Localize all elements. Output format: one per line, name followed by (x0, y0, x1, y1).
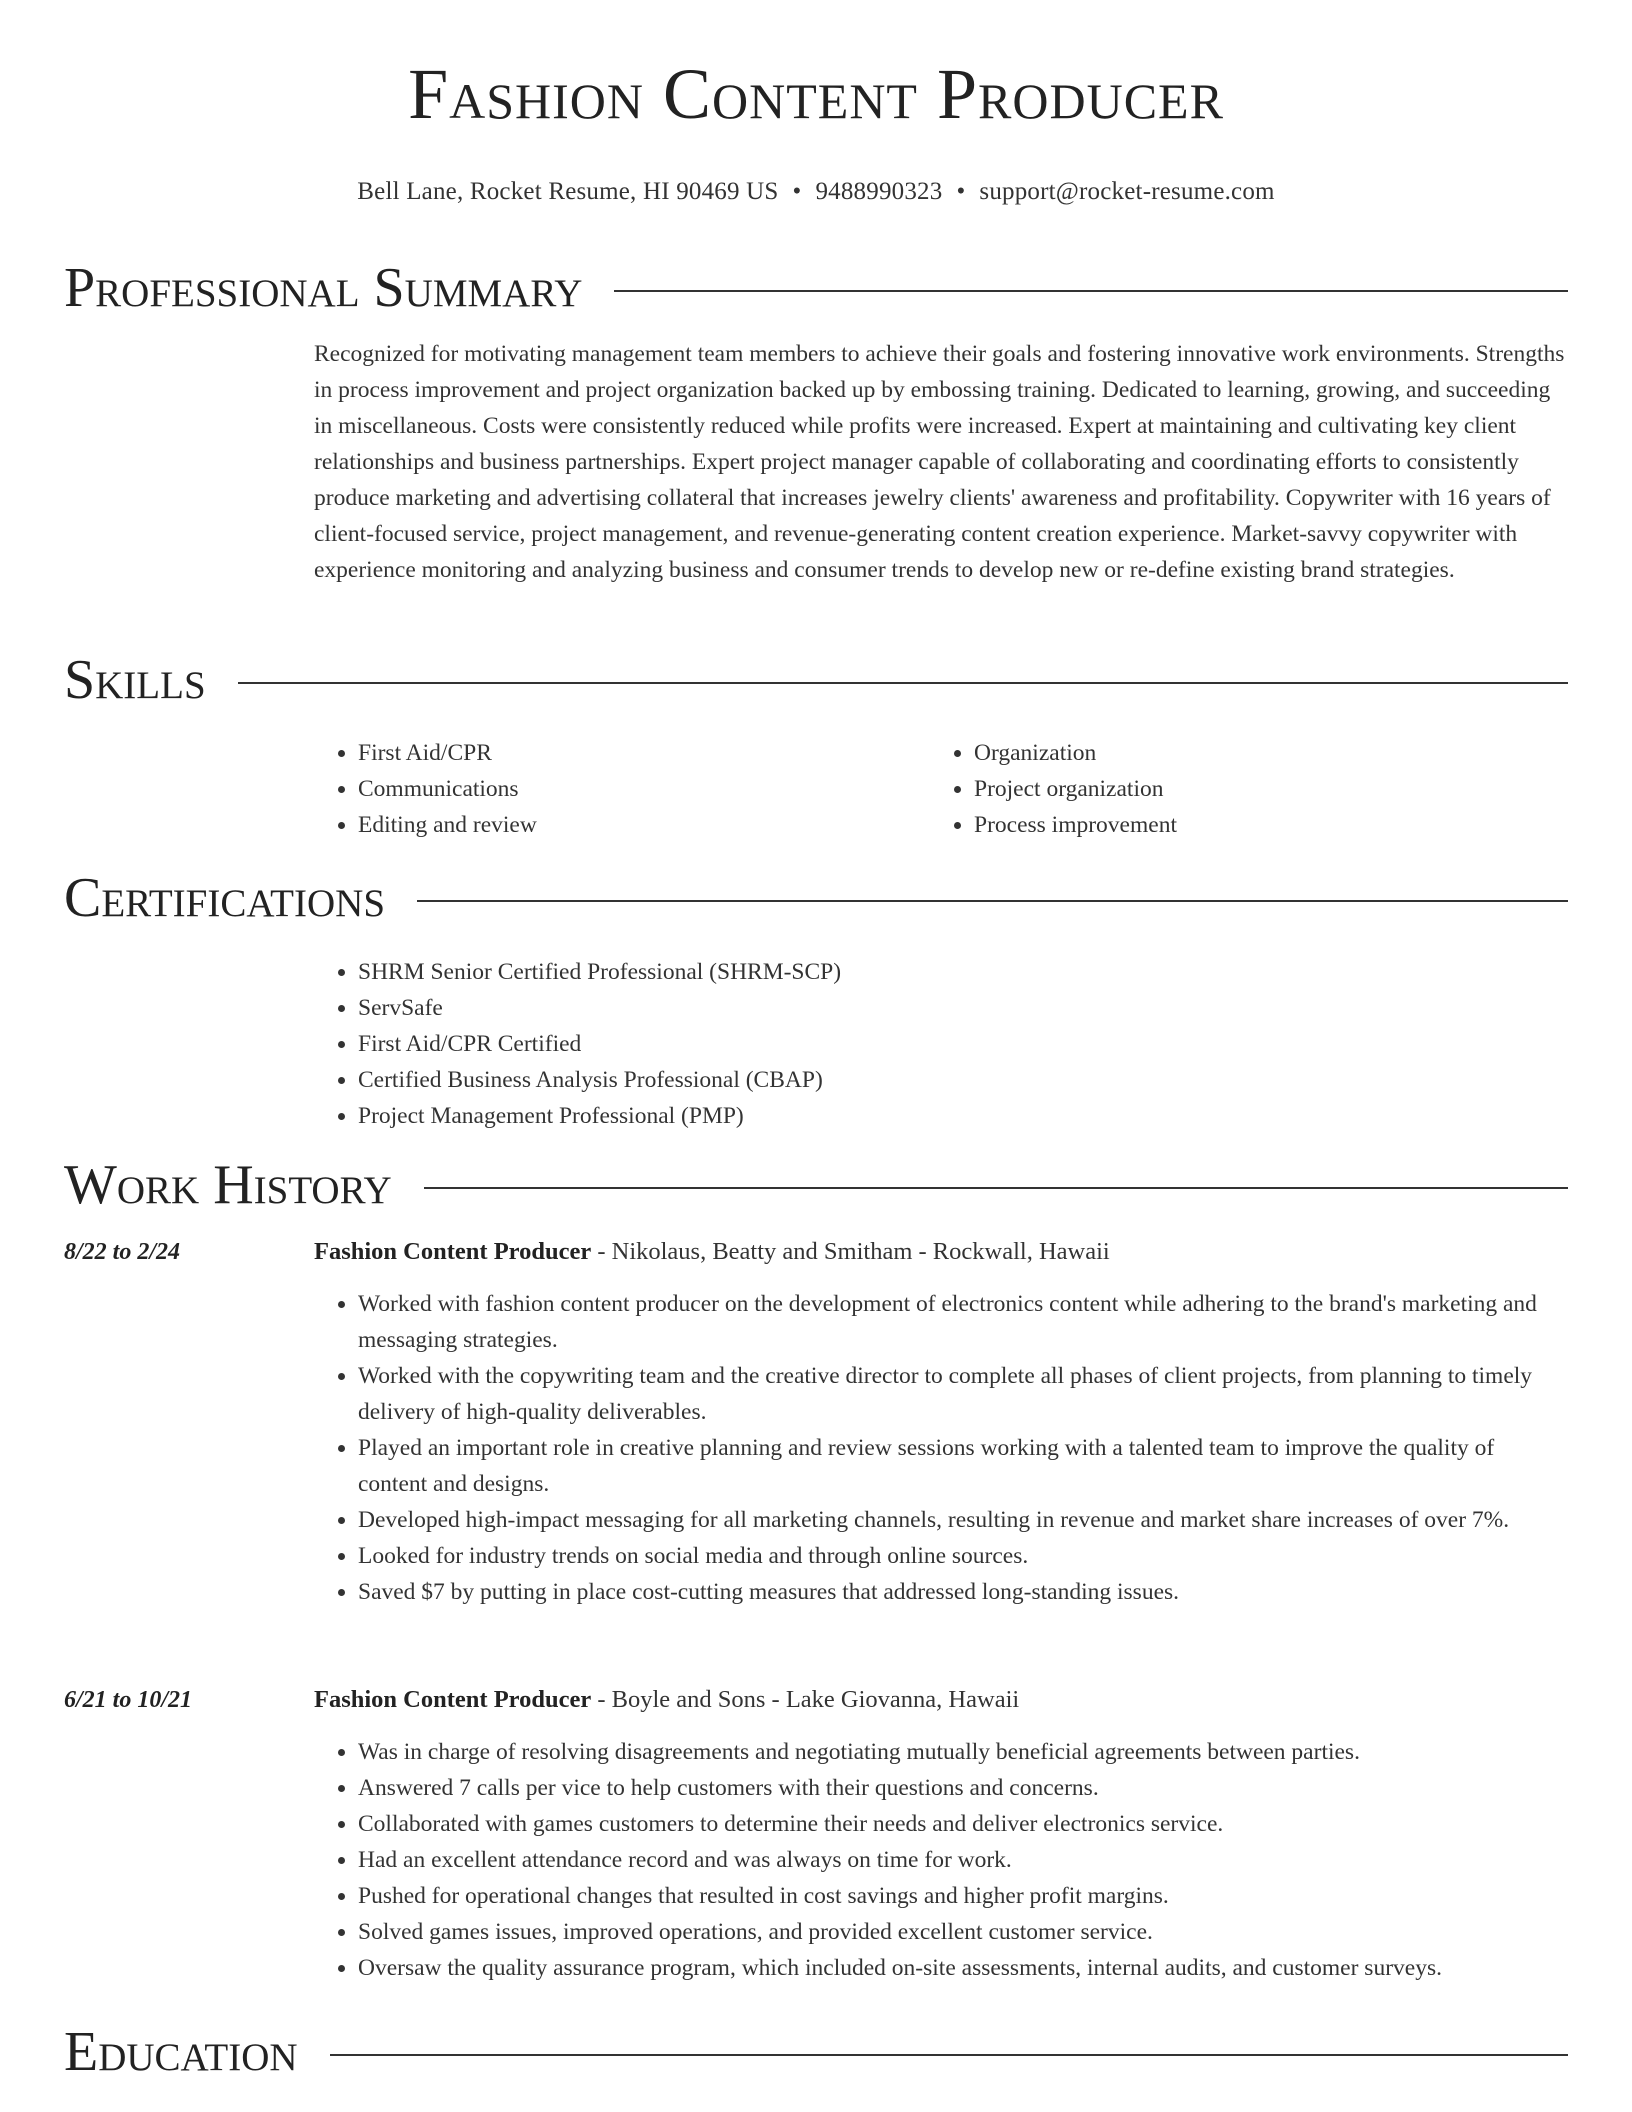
list-item: • Was in charge of resolving disagreements and negotiating mutually beneficial agreements between parties. (358, 1734, 1568, 1770)
list-item: • Answered 7 calls per vice to help customers with their questions and concerns. (358, 1770, 1568, 1806)
list-item: • Oversaw the quality assurance program, which included on-site assessments, internal audits, and customer surveys. (358, 1950, 1568, 1986)
section-title: Certifications (64, 867, 386, 929)
list-item: • Process improvement (974, 807, 1546, 843)
summary-text: Recognized for motivating management team members to achieve their goals and fostering innovative work environments. Strengths in process improvement and project organization backed up by embossing training. Dedicated to learning, growing, and succeeding in miscellaneous. Costs were consistently reduced while profits were increased. Expert at maintaining and cultivating key client relationships and business partnerships. Expert project manager capable of collaborating and coordinating efforts to consistently produce marketing and advertising collateral that increases jewelry clients' awareness and profitability. Copywriter with 16 years of client-focused service, project management, and revenue-generating content creation experience. Market-savvy copywriter with experience monitoring and analyzing business and consumer trends to develop new or re-define existing brand strategies. (314, 341, 1565, 583)
list-item: • Organization (974, 735, 1546, 771)
section-divider (330, 2054, 1568, 2056)
list-item: • Editing and review (358, 807, 930, 843)
duties-list (314, 1286, 1568, 1610)
job-dates: 6/21 to 10/21 (64, 1687, 193, 1713)
job-company: - Nikolaus, Beatty and Smitham - Rockwall, Hawaii (591, 1238, 1110, 1265)
list-item: • Looked for industry trends on social media and through online sources. (358, 1538, 1568, 1574)
certifications-bullets (314, 954, 1570, 1134)
section-divider (417, 900, 1568, 902)
skills-column-left (314, 735, 930, 843)
skills-list (314, 735, 1570, 843)
job-title-line (314, 1682, 1568, 1718)
list-item: • First Aid/CPR Certified (358, 1026, 1570, 1062)
section-divider (238, 682, 1568, 684)
list-item: • Worked with fashion content producer on the development of electronics content while adhering to the brand's marketing and messaging strategies. (358, 1286, 1568, 1358)
job-role: Fashion Content Producer (314, 1238, 592, 1265)
job-dates: 8/22 to 2/24 (64, 1239, 181, 1265)
section-title: Education (64, 2021, 298, 2083)
list-item: • Certified Business Analysis Professional (CBAP) (358, 1062, 1570, 1098)
list-item: • Saved $7 by putting in place cost-cutting measures that addressed long-standing issues. (358, 1574, 1568, 1610)
skills-column-right (930, 735, 1546, 843)
contact-line (0, 174, 1632, 210)
contact-separator: • (792, 178, 802, 205)
job-role: Fashion Content Producer (314, 1686, 592, 1713)
job-duties (314, 1734, 1568, 1986)
contact-separator: • (956, 178, 966, 205)
duties-list (314, 1734, 1568, 1986)
list-item: • Solved games issues, improved operations, and provided excellent customer service. (358, 1914, 1568, 1950)
section-heading-work-history (64, 1153, 1568, 1217)
certifications-list (314, 954, 1570, 1134)
contact-email: support@rocket-resume.com (979, 178, 1275, 205)
list-item: • Developed high-impact messaging for all marketing channels, resulting in revenue and market share increases of over 7%. (358, 1502, 1568, 1538)
section-title: Work History (64, 1154, 392, 1216)
contact-address: Bell Lane, Rocket Resume, HI 90469 US (357, 178, 779, 205)
section-title: Skills (64, 649, 206, 711)
list-item: • Communications (358, 771, 930, 807)
contact-phone: 9488990323 (815, 178, 943, 205)
list-item: • Played an important role in creative planning and review sessions working with a talented team to improve the quality of content and designs. (358, 1430, 1568, 1502)
list-item: • Project Management Professional (PMP) (358, 1098, 1570, 1134)
list-item: • Project organization (974, 771, 1546, 807)
section-heading-certifications (64, 866, 1568, 930)
page-title: Fashion Content Producer (408, 54, 1224, 134)
section-heading-education (64, 2020, 1568, 2084)
list-item: • ServSafe (358, 990, 1570, 1026)
job-duties (314, 1286, 1568, 1610)
section-title: Professional Summary (64, 257, 583, 319)
list-item: • First Aid/CPR (358, 735, 930, 771)
list-item: • Collaborated with games customers to determine their needs and deliver electronics service. (358, 1806, 1568, 1842)
job-company: - Boyle and Sons - Lake Giovanna, Hawaii (591, 1686, 1020, 1713)
section-divider (424, 1187, 1568, 1189)
list-item: • Worked with the copywriting team and the creative director to complete all phases of client projects, from planning to timely delivery of high-quality deliverables. (358, 1358, 1568, 1430)
section-heading-summary (64, 256, 1568, 320)
job-title-line (314, 1234, 1568, 1270)
list-item: • Pushed for operational changes that resulted in cost savings and higher profit margins. (358, 1878, 1568, 1914)
section-heading-skills (64, 648, 1568, 712)
list-item: • SHRM Senior Certified Professional (SHRM-SCP) (358, 954, 1570, 990)
section-divider (614, 290, 1568, 292)
list-item: • Had an excellent attendance record and was always on time for work. (358, 1842, 1568, 1878)
